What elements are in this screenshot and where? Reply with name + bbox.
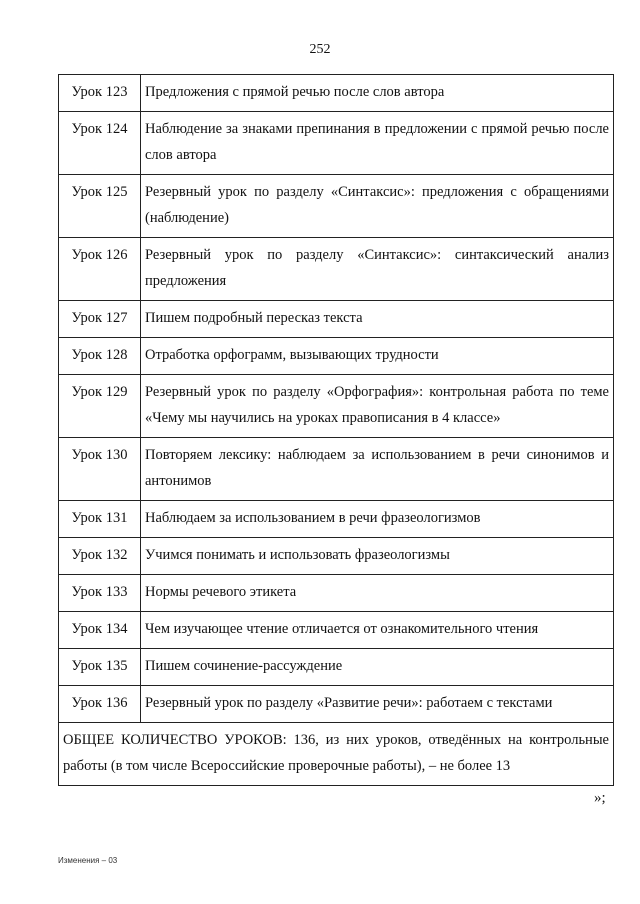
lesson-number: Урок 132 (59, 538, 141, 575)
lessons-table (58, 74, 614, 786)
lesson-number: Урок 135 (59, 649, 141, 686)
lesson-number: Урок 136 (59, 686, 141, 723)
table-row (59, 301, 614, 338)
table-row (59, 338, 614, 375)
total-row (59, 723, 614, 786)
lesson-topic: Наблюдение за знаками препинания в предложении с прямой речью после слов автора (141, 112, 614, 175)
lesson-topic: Пишем сочинение-рассуждение (141, 649, 614, 686)
lesson-topic: Наблюдаем за использованием в речи фразеологизмов (141, 501, 614, 538)
table-row (59, 612, 614, 649)
lesson-number: Урок 134 (59, 612, 141, 649)
lesson-topic: Пишем подробный пересказ текста (141, 301, 614, 338)
table-row (59, 238, 614, 301)
total-lessons-text: ОБЩЕЕ КОЛИЧЕСТВО УРОКОВ: 136, из них уроков, отведённых на контрольные работы (в том числе Всероссийские проверочные работы), – не более 13 (59, 723, 614, 786)
lesson-topic: Резервный урок по разделу «Орфография»: контрольная работа по теме «Чему мы научились на уроках правописания в 4 классе» (141, 375, 614, 438)
lesson-number: Урок 129 (59, 375, 141, 438)
table-row (59, 575, 614, 612)
lesson-topic: Резервный урок по разделу «Развитие речи»: работаем с текстами (141, 686, 614, 723)
lessons-table-body (59, 75, 614, 786)
lesson-topic: Предложения с прямой речью после слов автора (141, 75, 614, 112)
lesson-number: Урок 123 (59, 75, 141, 112)
lesson-topic: Нормы речевого этикета (141, 575, 614, 612)
lesson-topic: Резервный урок по разделу «Синтаксис»: предложения с обращениями (наблюдение) (141, 175, 614, 238)
table-row (59, 686, 614, 723)
lesson-number: Урок 124 (59, 112, 141, 175)
closing-quote-mark: »; (594, 790, 606, 806)
table-row (59, 538, 614, 575)
table-row (59, 375, 614, 438)
lesson-number: Урок 130 (59, 438, 141, 501)
table-row (59, 112, 614, 175)
lesson-number: Урок 126 (59, 238, 141, 301)
lesson-topic: Отработка орфограмм, вызывающих трудности (141, 338, 614, 375)
lesson-number: Урок 131 (59, 501, 141, 538)
lesson-topic: Повторяем лексику: наблюдаем за использованием в речи синонимов и антонимов (141, 438, 614, 501)
page-number: 252 (309, 42, 331, 57)
table-row (59, 75, 614, 112)
footer-note: Изменения – 03 (58, 856, 118, 865)
lesson-topic: Учимся понимать и использовать фразеологизмы (141, 538, 614, 575)
table-row (59, 438, 614, 501)
table-row (59, 501, 614, 538)
lesson-topic: Чем изучающее чтение отличается от ознакомительного чтения (141, 612, 614, 649)
lesson-number: Урок 133 (59, 575, 141, 612)
lesson-number: Урок 125 (59, 175, 141, 238)
lesson-number: Урок 128 (59, 338, 141, 375)
lesson-number: Урок 127 (59, 301, 141, 338)
table-row (59, 175, 614, 238)
lesson-topic: Резервный урок по разделу «Синтаксис»: синтаксический анализ предложения (141, 238, 614, 301)
table-row (59, 649, 614, 686)
